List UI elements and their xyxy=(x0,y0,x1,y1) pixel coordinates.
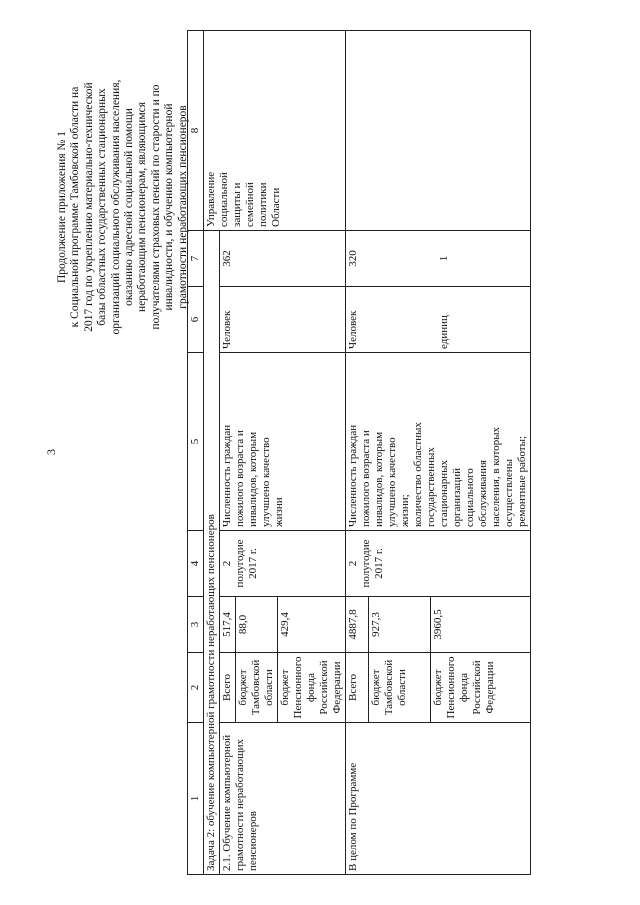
heading-line: базы областных государственных стационарных xyxy=(96,88,109,326)
funding-value: 3960,5 xyxy=(431,597,531,653)
unit-people: Человек xyxy=(347,310,359,349)
total-name: В целом по Программе xyxy=(346,723,531,875)
funding-label: бюджет Пенсионного фонда Российской Федерации xyxy=(278,653,346,723)
funding-value: 927,3 xyxy=(369,597,431,653)
header-cell: 2 xyxy=(188,653,204,723)
program-table xyxy=(187,30,531,875)
funding-label: бюджет Тамбовской области xyxy=(236,653,278,723)
unit-cell: Человек xyxy=(220,287,346,353)
heading-line: грамотности неработающих пенсионеров xyxy=(176,105,189,309)
funding-value: 517,4 xyxy=(220,597,236,653)
heading-line: 2017 год по укреплению материально-технической xyxy=(82,82,95,332)
indicator-value: 362 xyxy=(220,231,346,287)
task-row xyxy=(204,31,220,875)
heading-line: неработающим пенсионерам, являющимся xyxy=(136,102,149,313)
funding-value: 4887,8 xyxy=(346,597,369,653)
heading-line: инвалидности, и обучению компьютерной xyxy=(163,103,176,311)
heading-line: оказанию адресной социальной помощи xyxy=(123,108,136,306)
page-number: 3 xyxy=(44,449,58,455)
funding-value: 429,4 xyxy=(278,597,346,653)
header-cell: 4 xyxy=(188,531,204,597)
period-cell: 2 полугодие 2017 г. xyxy=(346,531,531,597)
heading-line: Продолжение приложения № 1 xyxy=(56,130,68,284)
header-cell: 3 xyxy=(188,597,204,653)
funding-label: Всего xyxy=(346,653,369,723)
header-cell: 7 xyxy=(188,231,204,287)
indicator-cell: Численность граждан пожилого возраста и инвалидов, которым улучшено качество жизни; количество областных государственных стационарных организаций социального обслуживания населения, в которых осуществлены ремонтные работы; xyxy=(346,353,531,531)
executor-empty xyxy=(346,31,531,231)
value-people: 320 xyxy=(347,250,359,267)
header-cell: 1 xyxy=(188,723,204,875)
indicator-cell: Численность граждан пожилого возраста и инвалидов, которым улучшено качество жизни xyxy=(220,353,346,531)
unit-items: единиц xyxy=(438,315,450,349)
header-cell: 5 xyxy=(188,353,204,531)
indicator-value-cell xyxy=(346,231,531,287)
heading-line: к Социальной программе Тамбовской области на xyxy=(69,86,82,328)
header-cell: 6 xyxy=(188,287,204,353)
table-header-row xyxy=(188,31,204,875)
appendix-heading xyxy=(56,17,190,397)
activity-name: 2.1. Обучение компьютерной грамотности неработающих пенсионеров xyxy=(220,723,346,875)
unit-cell xyxy=(346,287,531,353)
executor-cell: Управление социальной защиты и семейной политики Области xyxy=(204,31,346,231)
heading-line: организаций социального обслуживания населения, xyxy=(109,79,122,335)
table-row xyxy=(346,31,369,875)
value-items: 1 xyxy=(438,255,450,262)
task-2-title: Задача 2: обучение компьютерной грамотности неработающих пенсионеров xyxy=(204,231,220,875)
period-cell: 2 полугодие 2017 г. xyxy=(220,531,346,597)
funding-label: бюджет Пенсионного фонда Российской Федерации xyxy=(431,653,531,723)
header-cell: 8 xyxy=(188,31,204,231)
heading-line: получателями страховых пенсий по старости и по xyxy=(149,84,162,330)
funding-label: бюджет Тамбовской области xyxy=(369,653,431,723)
funding-value: 88,0 xyxy=(236,597,278,653)
funding-label: Всего xyxy=(220,653,236,723)
